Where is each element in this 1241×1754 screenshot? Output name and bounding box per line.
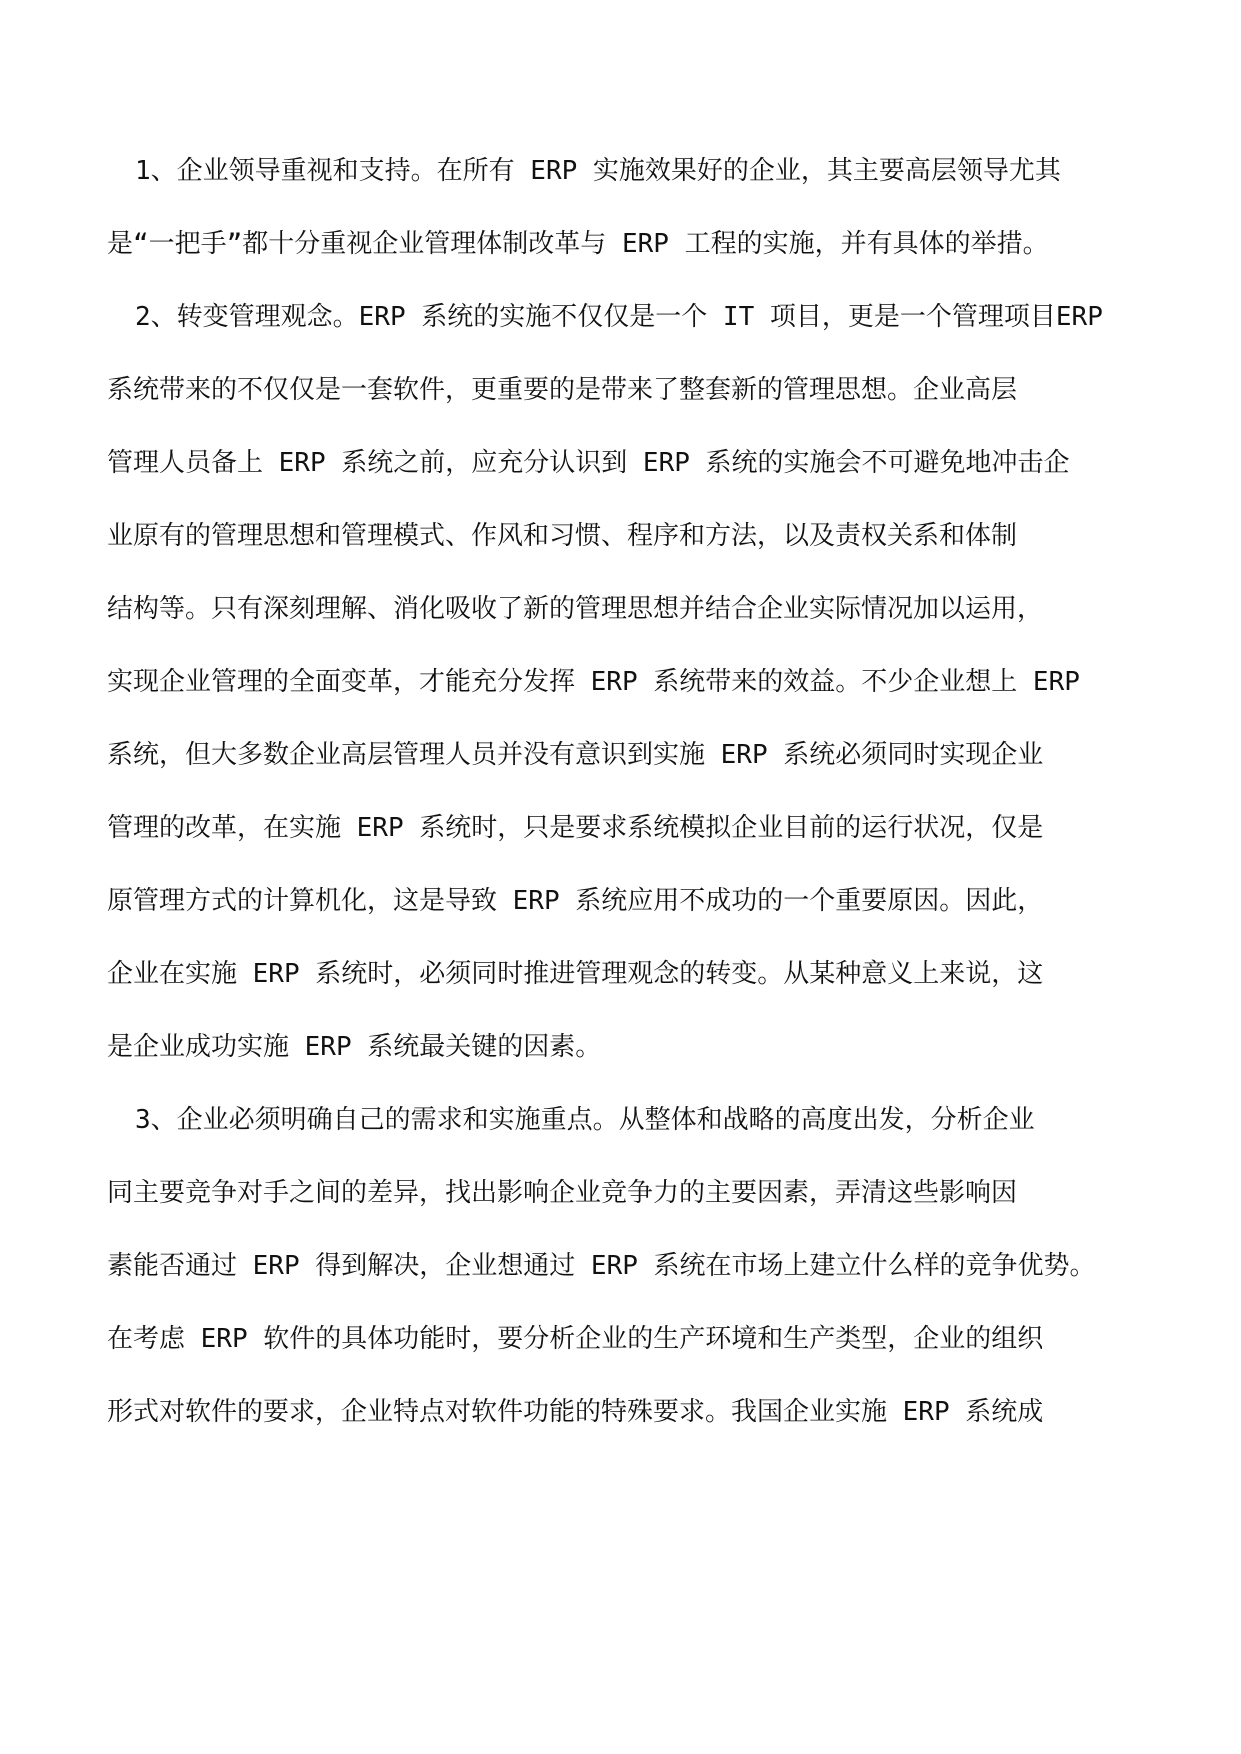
text-line: 实现企业管理的全面变革，才能充分发挥 ERP 系统带来的效益。不少企业想上 ERP xyxy=(107,667,1080,697)
text-line: 是企业成功实施 ERP 系统最关键的因素。 xyxy=(107,1032,602,1062)
text-line: 结构等。只有深刻理解、消化吸收了新的管理思想并结合企业实际情况加以运用， xyxy=(107,594,1044,624)
text-line: 形式对软件的要求，企业特点对软件功能的特殊要求。我国企业实施 ERP 系统成 xyxy=(107,1397,1044,1427)
text-line: 系统带来的不仅仅是一套软件，更重要的是带来了整套新的管理思想。企业高层 xyxy=(107,375,1018,405)
text-line: 业原有的管理思想和管理模式、作风和习惯、程序和方法，以及责权关系和体制 xyxy=(107,521,1018,551)
text-line: 2、转变管理观念。ERP 系统的实施不仅仅是一个 IT 项目，更是一个管理项目ERP xyxy=(135,302,1103,332)
text-line: 是“一把手”都十分重视企业管理体制改革与 ERP 工程的实施，并有具体的举措。 xyxy=(107,229,1049,259)
text-line: 同主要竞争对手之间的差异，找出影响企业竞争力的主要因素，弄清这些影响因 xyxy=(107,1178,1018,1208)
text-line: 素能否通过 ERP 得到解决，企业想通过 ERP 系统在市场上建立什么样的竞争优势。 xyxy=(107,1251,1096,1281)
text-line: 系统，但大多数企业高层管理人员并没有意识到实施 ERP 系统必须同时实现企业 xyxy=(107,740,1044,770)
text-line: 管理的改革，在实施 ERP 系统时，只是要求系统模拟企业目前的运行状况，仅是 xyxy=(107,813,1044,843)
text-line: 管理人员备上 ERP 系统之前，应充分认识到 ERP 系统的实施会不可避免地冲击企 xyxy=(107,448,1070,478)
text-line: 在考虑 ERP 软件的具体功能时，要分析企业的生产环境和生产类型，企业的组织 xyxy=(107,1324,1044,1354)
text-line: 企业在实施 ERP 系统时，必须同时推进管理观念的转变。从某种意义上来说，这 xyxy=(107,959,1044,989)
text-line: 原管理方式的计算机化，这是导致 ERP 系统应用不成功的一个重要原因。因此， xyxy=(107,886,1044,916)
text-line: 1、企业领导重视和支持。在所有 ERP 实施效果好的企业，其主要高层领导尤其 xyxy=(135,156,1061,186)
text-line: 3、企业必须明确自己的需求和实施重点。从整体和战略的高度出发，分析企业 xyxy=(135,1105,1035,1135)
